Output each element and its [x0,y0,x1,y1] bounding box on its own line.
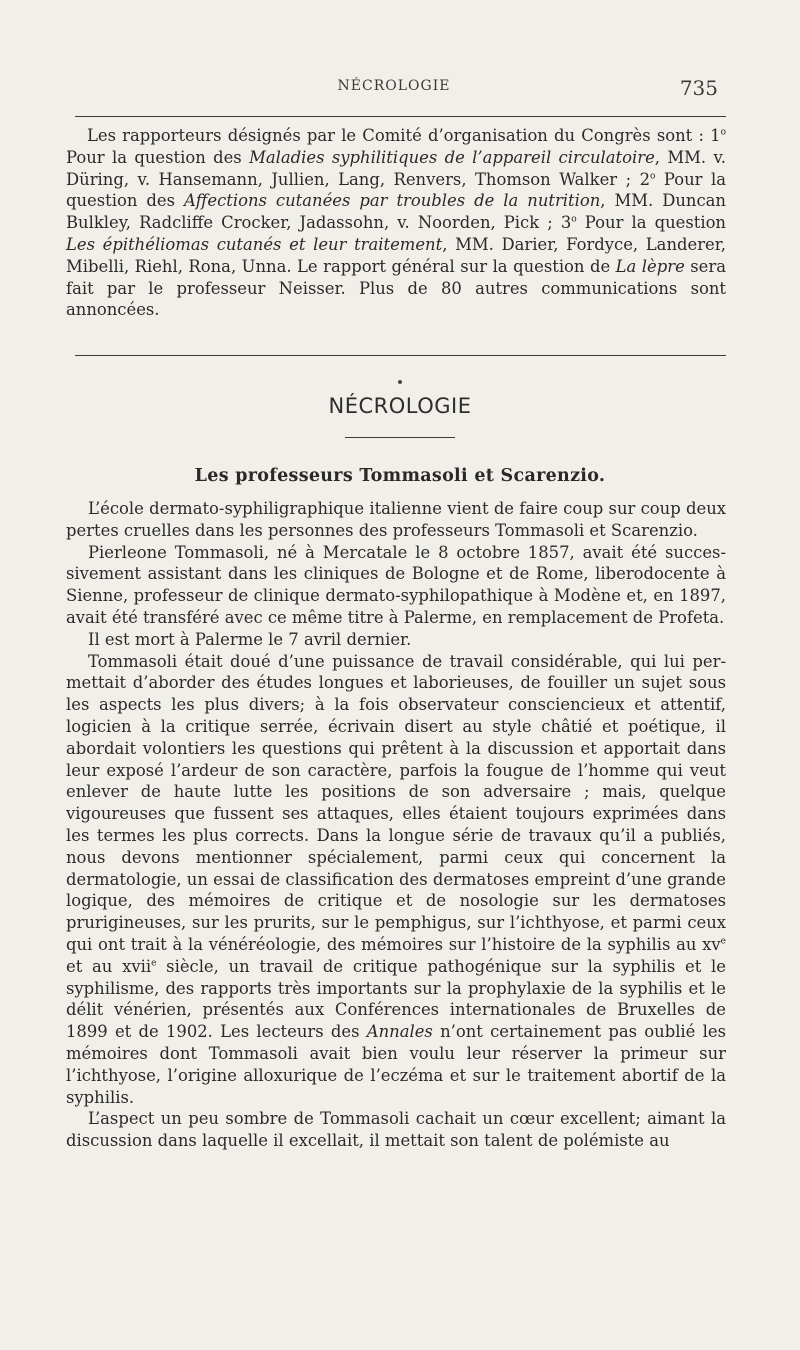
separator-ornament [398,380,402,384]
article-paragraph: Pierleone Tommasoli, né à Mercatale le 8 octobre 1857, avait été successivement assistant dans les cliniques de Bologne et de Rome, liberodocente à Sienne, professeur de clinique dermato-syphilopathique à Modène et, en 1897, avait été transféré avec ce même titre à Palerme, en remplacement de Profeta. [66,542,726,627]
article-paragraph: Il est mort à Palerme le 7 avril dernier. [88,629,412,649]
running-head [70,78,718,102]
header-rule [75,116,726,117]
running-title: NÉCROLOGIE [337,78,451,94]
section-title-rule [345,437,455,438]
section-separator-rule [75,355,726,356]
article-paragraph: Tommasoli était doué d’une puissance de travail considérable, qui lui permettait d’aborder des études longues et laborieuses, de fouiller un sujet sous les aspects les plus divers; à la fois observateur consciencieux et attentif, logicien à la critique serrée, écrivain disert au style châtié et poétique, il abordait volontiers les questions qui prêtent à la discussion et apportait dans leur exposé l’ardeur de son caractère, parfois la fougue de l’homme qui veut enlever de haute lutte les positions de son adversaire ; mais, quelque vigoureuses que fussent ses attaques, elles étaient toujours exprimées dans les termes les plus corrects. Dans la longue série de travaux qu’il a publiés, nous devons mentionner spécialement, parmi ceux qui concernent la dermatologie, un essai de classification des dermatoses empreint d’une grande logique, des mémoires de critique et de nosologie sur les dermatoses prurigineuses, sur les prurits, sur le pemphigus, sur l’ichthyose, et parmi ceux qui ont trait à la vénéréologie, des mémoires sur l’histoire de la syphilis au $xv^e$ et au xvii$^e$ siècle, un travail de critique pathogénique sur la syphilis et le syphilisme, des rapports très importants sur la prophylaxie de la syphilis et le délit vénérien, présentés aux Conférences internationales de Bruxelles de 1899 et de 1902. Les lecteurs des Annales n’ont certainement pas oublié les mémoires dont Tommasoli avait bien voulu leur réserver la primeur sur l’ichthyose, l’origine alloxurique de l’eczéma et sur le traitement abortif de la syphilis. [66,651,727,1107]
section-title: NÉCROLOGIE [328,394,472,418]
page-number: 735 [679,76,718,100]
intro-text [66,125,726,321]
article-title: Les professeurs Tommasoli et Scarenzio. [194,466,606,486]
intro-paragraph: Les rapporteurs désignés par le Comité d’organisation du Congrès sont : 1$^o$ Pour la question des Maladies syphilitiques de l’appareil circulatoire, MM. v. Düring, v. Hansemann, Jullien, Lang, Renvers, Thomson Walker ; 2$^o$ Pour la question des Affections cutanées par troubles de la nutrition, MM. Duncan Bulkley, Radcliffe Crocker, Jadassohn, v. Noorden, Pick ; 3$^o$ Pour la question Les épithéliomas cutanés et leur traitement, MM. Darier, Fordyce, Landerer, Mibelli, Riehl, Rona, Unna. Le rapport général sur la question de La lèpre sera fait par le professeur Neisser. Plus de 80 autres communications sont annoncées. [66,126,726,320]
article-paragraph: L’aspect un peu sombre de Tommasoli cachait un cœur excellent; aimant la discussion dans laquelle il excellait, il mettait son talent de polémiste au [66,1109,726,1151]
article-body [66,498,726,1152]
article-paragraph: L’école dermato-syphiligraphique italienne vient de faire coup sur coup deux pertes cruelles dans les personnes des professeurs Tommasoli et Scarenzio. [66,499,726,540]
